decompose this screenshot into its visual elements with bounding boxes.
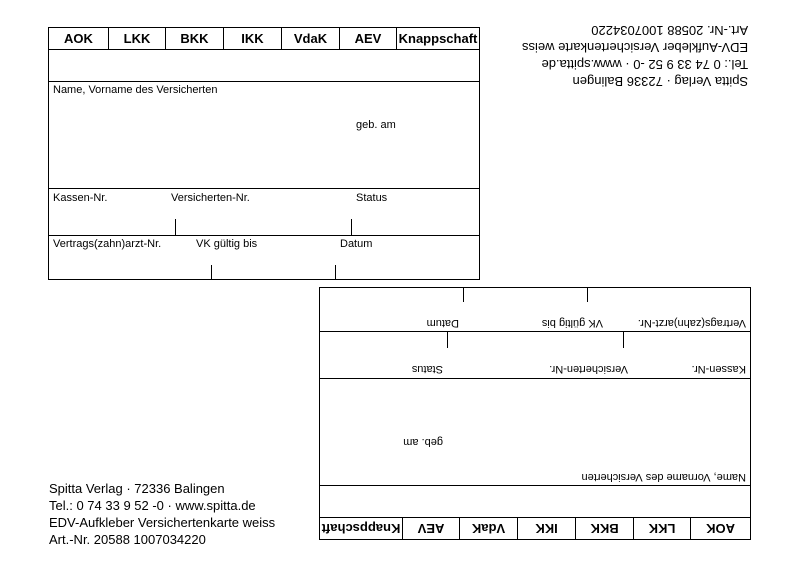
- kasse-vdak: VdaK: [282, 28, 340, 49]
- vertragsarzt-nr-label: Vertrags(zahn)arzt-Nr.: [53, 238, 162, 250]
- kassen-nr-label: Kassen-Nr.: [53, 192, 108, 204]
- field-divider: [587, 288, 588, 302]
- publisher-contact: Tel.: 0 74 33 9 52 -0 · www.spitta.de: [49, 498, 256, 513]
- geb-label: geb. am: [356, 119, 396, 131]
- field-divider: [351, 219, 352, 235]
- kasse-lkk: LKK: [109, 28, 166, 49]
- versicherten-nr-label: Versicherten-Nr.: [549, 363, 628, 375]
- field-divider: [623, 332, 624, 348]
- status-label: Status: [411, 363, 443, 375]
- datum-label: Datum: [340, 238, 373, 250]
- geb-label: geb. am: [403, 436, 443, 448]
- kasse-ikk: IKK: [224, 28, 282, 49]
- versicherten-nr-label: Versicherten-Nr.: [171, 192, 250, 204]
- kasse-bkk: BKK: [166, 28, 224, 49]
- kasse-vdak: VdaK: [459, 518, 517, 539]
- kasse-bkk: BKK: [575, 518, 633, 539]
- field-divider: [175, 219, 176, 235]
- kasse-aev: AEV: [340, 28, 397, 49]
- kassen-header-row: [49, 28, 479, 50]
- divider-line: [49, 188, 479, 189]
- kasse-ikk: IKK: [517, 518, 575, 539]
- divider-line: [320, 331, 750, 332]
- status-label: Status: [356, 192, 388, 204]
- kassen-header-row: [320, 517, 750, 539]
- publisher-contact: Tel.: 0 74 33 9 52 -0 · www.spitta.de: [541, 57, 749, 72]
- field-divider: [463, 288, 464, 302]
- product-description: EDV-Aufkleber Versichertenkarte weiss: [522, 40, 749, 55]
- datum-label: Datum: [426, 317, 459, 329]
- kasse-aok: AOK: [49, 28, 109, 49]
- field-divider: [447, 332, 448, 348]
- vk-gueltig-label: VK gültig bis: [541, 317, 603, 329]
- publisher-info-top: [522, 22, 748, 90]
- field-divider: [335, 265, 336, 279]
- name-label: Name, Vorname des Versicherten: [581, 471, 746, 483]
- kassen-nr-label: Kassen-Nr.: [691, 363, 746, 375]
- kasse-knappschaft: Knappschaft: [398, 31, 478, 46]
- publisher-address: Spitta Verlag · 72336 Balingen: [572, 74, 749, 89]
- divider-line: [320, 378, 750, 379]
- name-label: Name, Vorname des Versicherten: [53, 84, 218, 96]
- vertragsarzt-nr-label: Vertrags(zahn)arzt-Nr.: [637, 317, 746, 329]
- kasse-aev: AEV: [402, 518, 459, 539]
- divider-line: [49, 81, 479, 82]
- label-form-bottom: [319, 287, 751, 540]
- publisher-address: Spitta Verlag · 72336 Balingen: [49, 481, 225, 496]
- kasse-aok: AOK: [690, 518, 750, 539]
- publisher-info-bottom: [49, 480, 275, 548]
- article-number: Art.-Nr. 20588 1007034220: [49, 532, 206, 547]
- product-description: EDV-Aufkleber Versichertenkarte weiss: [49, 515, 276, 530]
- kasse-knappschaft: Knappschaft: [321, 521, 401, 536]
- field-divider: [211, 265, 212, 279]
- kasse-lkk: LKK: [633, 518, 690, 539]
- divider-line: [320, 485, 750, 486]
- divider-line: [49, 235, 479, 236]
- label-form-top: [48, 27, 480, 280]
- article-number: Art.-Nr. 20588 1007034220: [591, 23, 749, 38]
- vk-gueltig-label: VK gültig bis: [196, 238, 258, 250]
